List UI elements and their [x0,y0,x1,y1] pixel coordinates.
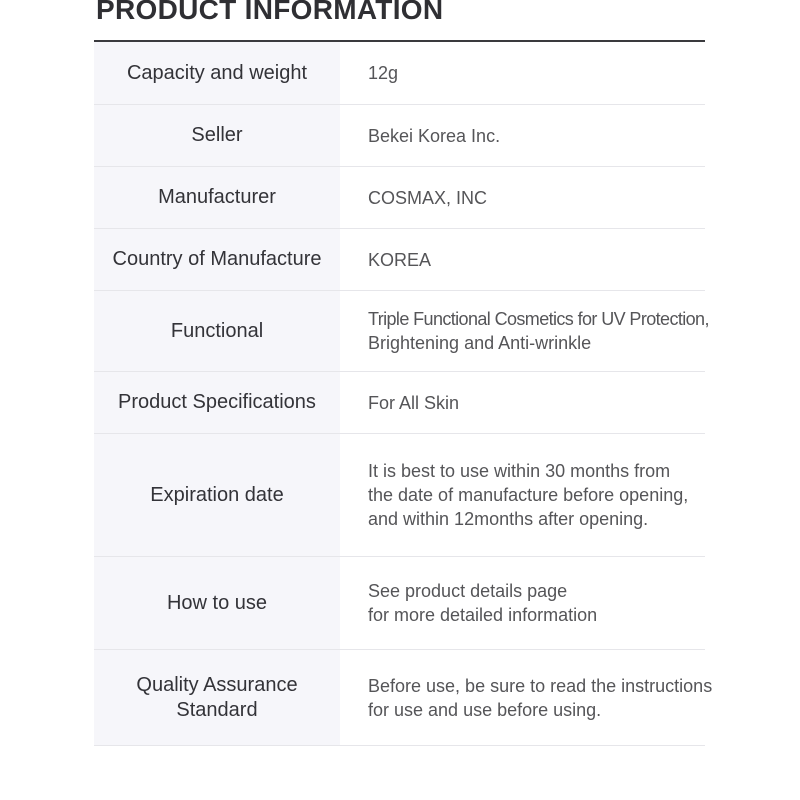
row-label: Quality Assurance Standard [94,650,340,745]
row-label: How to use [94,557,340,649]
row-value: Before use, be sure to read the instructions for use and use before using. [368,675,713,720]
product-info-table [94,42,713,746]
table-row [94,291,709,372]
row-value: It is best to use within 30 months from the date of manufacture before opening, and within 12months after opening. [368,461,689,529]
row-label: Expiration date [94,434,340,556]
row-label: Capacity and weight [94,42,340,104]
row-value: 12g [368,63,399,83]
row-label: Functional [94,291,340,371]
row-value: For All Skin [368,392,460,413]
row-value [340,291,709,371]
row-value: COSMAX, INC [368,187,488,208]
table-row [94,372,705,434]
table-row [94,167,705,229]
table-row [94,105,705,167]
table-row [94,557,705,650]
table-row [94,650,713,746]
row-label: Seller [94,105,340,166]
page-title: PRODUCT INFORMATION [96,0,444,25]
table-row [94,229,705,291]
row-label: Product Specifications [94,372,340,433]
row-label: Manufacturer [94,167,340,228]
row-value-line: Triple Functional Cosmetics for UV Protection, [368,309,709,329]
row-value: See product details page for more detailed information [368,581,598,625]
table-row [94,42,705,105]
row-label: Country of Manufacture [94,229,340,290]
row-value: Bekei Korea Inc. [368,125,501,146]
table-row [94,434,705,557]
row-value: KOREA [368,249,432,270]
row-value-line: Brightening and Anti-wrinkle [368,333,592,353]
